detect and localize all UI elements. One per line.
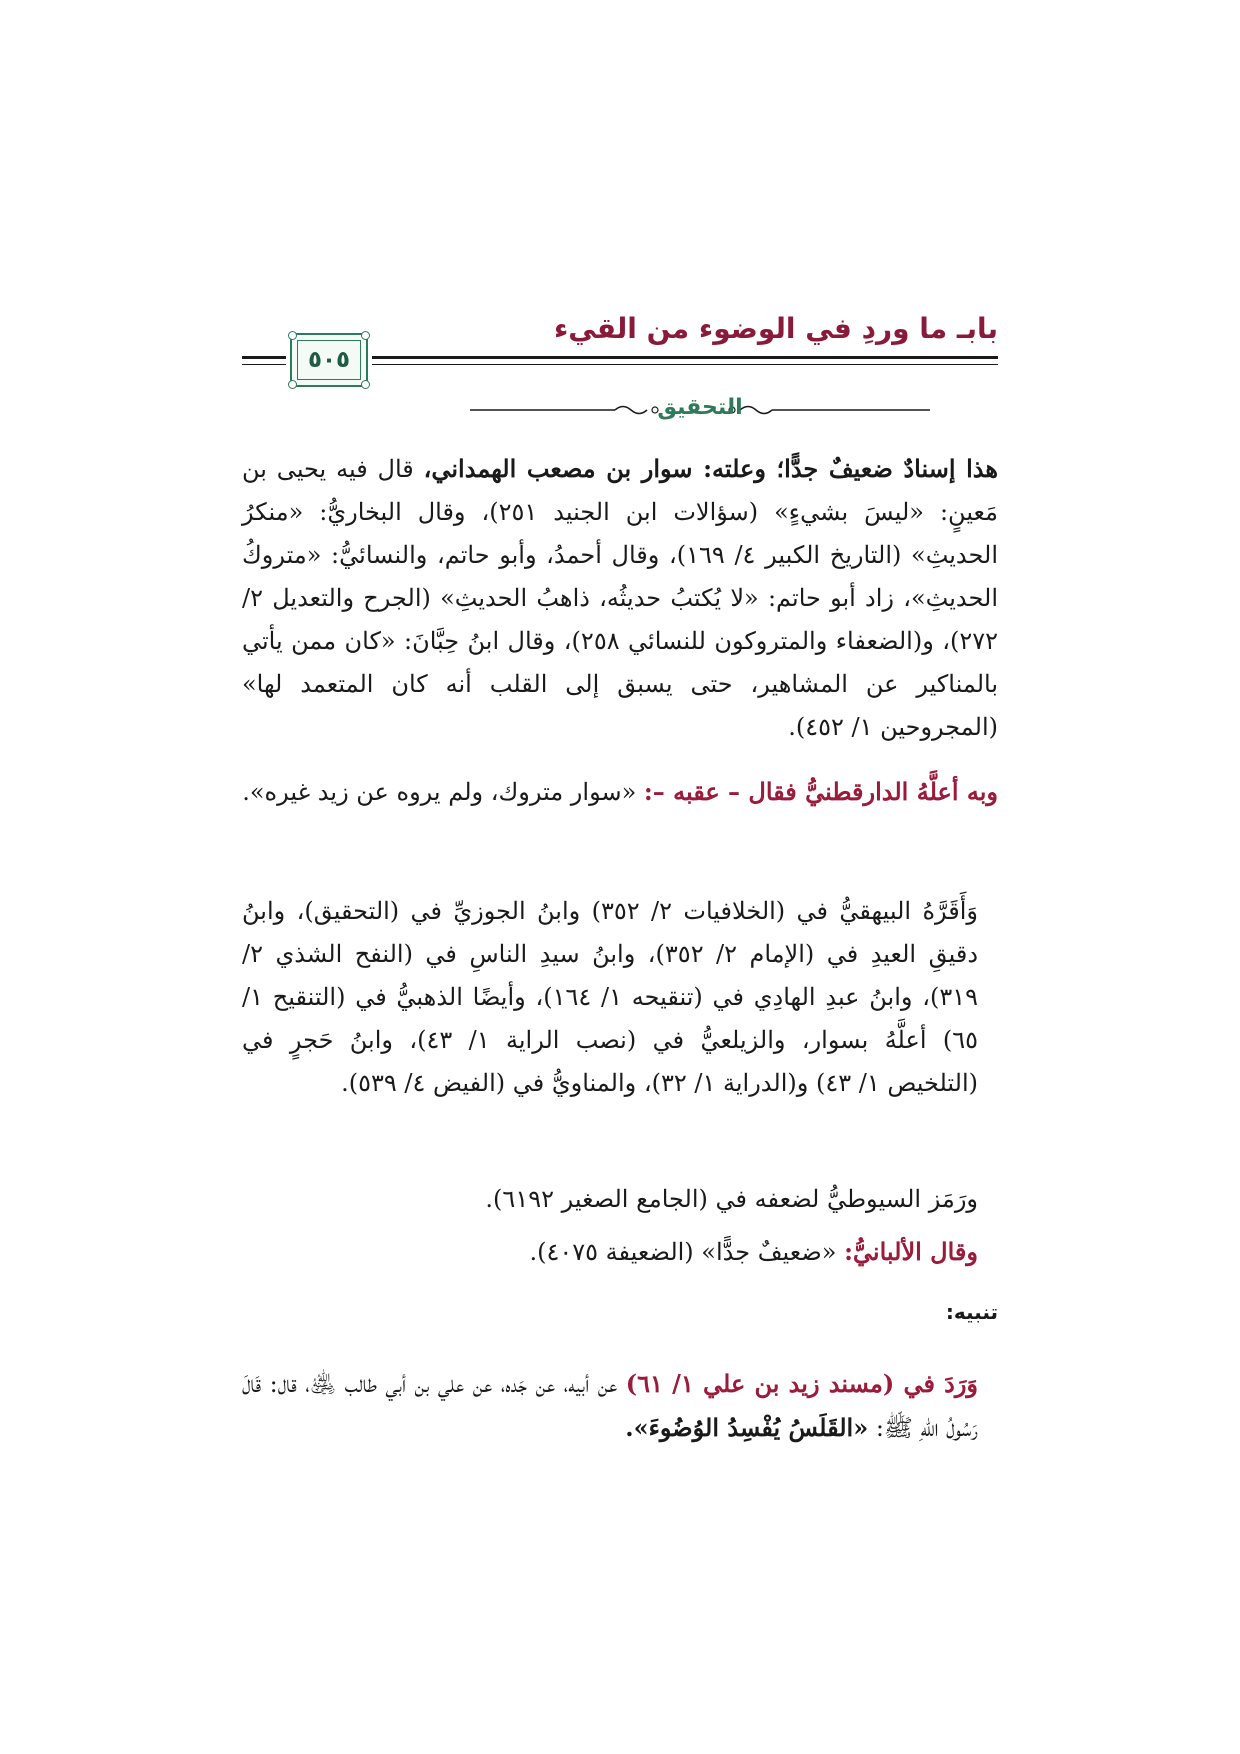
paragraph-text: «سوار متروك، ولم يروه عن زيد غيره». [242, 778, 644, 806]
paragraph [242, 1362, 998, 1450]
paragraph-text: «ضعيفٌ جدًّا» (الضعيفة ٤٠٧٥). [529, 1238, 845, 1266]
paragraph [242, 1230, 998, 1274]
paragraph [242, 890, 998, 1105]
ornament-icon [361, 331, 370, 340]
ornament-icon [288, 331, 297, 340]
header-rule [242, 364, 286, 365]
paragraph-text: وَأَقَرَّهُ البيهقيُّ في (الخلافيات ٢/ ٣٥٢) وابنُ الجوزيِّ في (التحقيق)، وابنُ دقيقِ العيدِ في (الإمام ٢/ ٣٥٢)، وابنُ سيدِ الناسِ في (النفح الشذي ٢/ ٣١٩)، وابنُ عبدِ الهادِي في (تنقيحه ١/ ١٦٤)، وأيضًا الذهبيُّ في (التنقيح ١/ ٦٥) أعلَّهُ بسوار، والزيلعيُّ في (نصب الراية ١/ ٤٣)، وابنُ حَجرٍ في (التلخيص ١/ ٤٣) و(الدراية ١/ ٣٢)، والمناويُّ في (الفيض ٤/ ٥٣٩). [242, 897, 979, 1097]
paragraph [242, 770, 998, 814]
highlighted-text: وَرَدَ في (مسند زيد بن علي ١/ ٦١) [625, 1369, 979, 1398]
ornament-icon [288, 380, 297, 389]
paragraph-text: ورَمَز السيوطيُّ لضعفه في (الجامع الصغير ٦١٩٢). [485, 1185, 978, 1213]
hadith-quote: «القَلَسُ يُفْسِدُ الوُضُوءَ». [625, 1413, 869, 1442]
header-rule [242, 356, 286, 359]
header-rule [372, 356, 998, 359]
paragraph [242, 447, 998, 749]
ornament-icon [361, 380, 370, 389]
section-title: التحقيق [657, 395, 743, 420]
bold-text: هذا إسنادٌ ضعيفٌ جدًّا؛ وعلته: سوار بن مصعب الهمداني، [423, 454, 999, 483]
page-number-box [290, 333, 368, 387]
paragraph-text: قال فيه يحيى بن مَعينٍ: «ليسَ بشيءٍ» (سؤالات ابن الجنيد ٢٥١)، وقال البخاريُّ: «منكرُ الحديثِ» (التاريخ الكبير ٤/ ١٦٩)، وقال أحمدُ، وأبو حاتم، والنسائيُّ: «متروكُ الحديثِ»، زاد أبو حاتم: «لا يُكتبُ حديثُه، ذاهبُ الحديثِ» (الجرح والتعديل ٢/ ٢٧٢)، و(الضعفاء والمتروكون للنسائي ٢٥٨)، وقال ابنُ حِبَّانَ: «كان ممن يأتي بالمناكير عن المشاهير، حتى يسبق إلى القلب أنه كان المتعمد لها» (المجروحين ١/ ٤٥٢). [242, 455, 999, 741]
header-rule [372, 364, 998, 365]
highlighted-text: وبه أعلَّهُ الدارقطنيُّ فقال – عقبه –: [643, 777, 998, 806]
highlighted-text: وقال الألبانيُّ: [844, 1237, 978, 1266]
section-heading [440, 395, 960, 425]
page-number: ٥٠٥ [297, 340, 361, 380]
paragraph-text: عن أبيه، عن جَده، عن علي بن أبي طالب ﵁، قال: قَالَ رَسُولُ اللهِ ﷺ: [242, 1370, 978, 1442]
chapter-title: بابـ ما وردِ في الوضوء من القيء [553, 312, 998, 345]
note-label: تنبيه: [945, 1300, 998, 1324]
paragraph [242, 1178, 998, 1221]
